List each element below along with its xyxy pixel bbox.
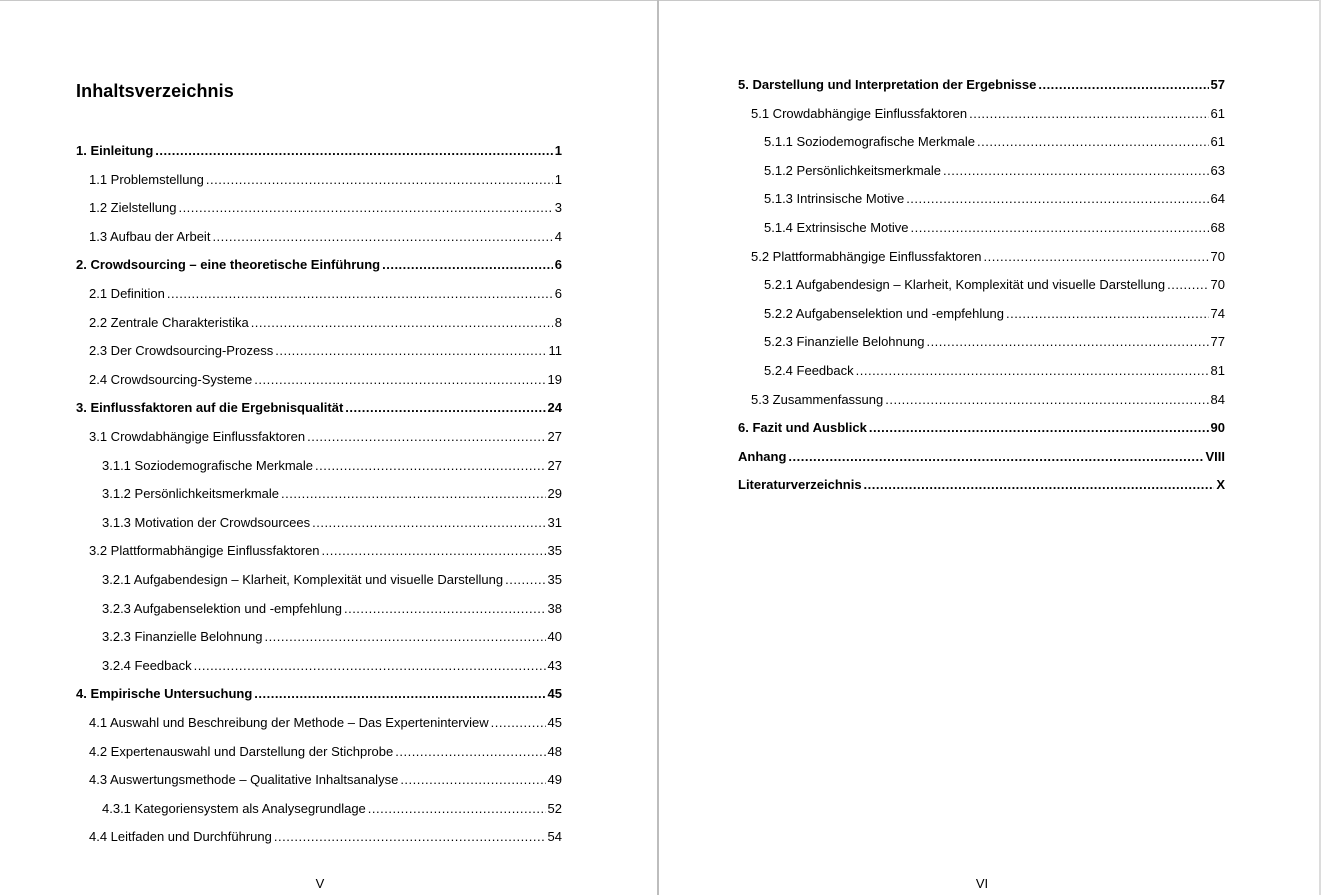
toc-dot-leader [167,284,553,304]
toc-entry-title: 5.2.4 Feedback [764,363,854,378]
toc-dot-leader [206,170,553,190]
toc-entry-title: 5.1.2 Persönlichkeitsmerkmale [764,162,942,178]
toc-dot-leader [864,475,1215,495]
toc-dot-leader [178,198,552,218]
toc-entry-page-number: 61 [1210,105,1225,121]
toc-entry[interactable] [102,456,562,476]
toc-entry-page-number: 45 [547,715,562,730]
toc-dot-leader [911,218,1209,238]
toc-dot-leader [344,599,546,619]
toc-entry-title: 5.2 Plattformabhängige Einflussfaktoren [751,248,982,264]
toc-entry-page-number: 6 [554,286,562,301]
toc-entry[interactable] [738,447,1225,467]
toc-entry-page-number: 48 [547,743,562,759]
toc-entry[interactable] [89,313,562,333]
toc-entry-page-number: 24 [547,400,562,416]
toc-entry-title: 3.1.2 Persönlichkeitsmerkmale [102,486,280,502]
toc-entry[interactable] [76,141,562,161]
toc-entry[interactable] [89,284,562,304]
toc-entry-page-number: 90 [1210,420,1225,436]
toc-entry-title: 4.2 Expertenauswahl und Darstellung der Stichprobe [89,743,394,759]
document-page-left [0,0,657,895]
toc-entry[interactable] [764,189,1225,209]
toc-entry[interactable] [764,161,1225,181]
toc-entry-page-number: 45 [547,686,562,702]
toc-dot-leader [491,713,546,733]
toc-entry[interactable] [738,418,1225,438]
toc-entry[interactable] [76,398,562,418]
toc-dot-leader [281,484,546,504]
toc-entry[interactable] [102,570,562,590]
toc-entry-page-number: 1 [554,143,562,158]
toc-entry-page-number: 64 [1210,191,1225,207]
toc-dot-leader [264,627,545,647]
toc-entry-title: 3.2.3 Aufgabenselektion und -empfehlung [102,600,342,616]
toc-entry-page-number: 49 [547,772,562,788]
toc-entry-title: 2.3 Der Crowdsourcing-Prozess [89,343,274,359]
toc-entry-title: 4.4 Leitfaden und Durchführung [89,829,272,845]
toc-dot-leader [251,313,553,333]
toc-entry-title: 3.2.4 Feedback [102,657,192,673]
toc-dot-leader [315,456,546,476]
toc-entry[interactable] [89,713,562,733]
toc-entry-title: 1.3 Aufbau der Arbeit [89,228,211,244]
toc-entry-title: 3. Einflussfaktoren auf die Ergebnisqualität [76,400,344,416]
toc-entry[interactable] [89,541,562,561]
toc-entry-page-number: 38 [547,600,562,616]
toc-entry-page-number: 40 [547,629,562,645]
toc-entry-title: 5.3 Zusammenfassung [751,391,884,407]
toc-entry-title: 5.2.1 Aufgabendesign – Klarheit, Komplexität und visuelle Darstellung [764,277,1166,293]
toc-entry-title: 1. Einleitung [76,143,154,158]
toc-entry-page-number: 4 [554,228,562,244]
toc-dot-leader [1006,304,1209,324]
toc-entry-page-number: 6 [554,257,562,273]
toc-dot-leader [505,570,545,590]
toc-entry-title: 6. Fazit und Ausblick [738,420,867,436]
toc-entry-page-number: 19 [547,371,562,387]
toc-dot-leader [274,827,546,847]
toc-entry-page-number: 35 [547,572,562,587]
toc-entry[interactable] [89,770,562,790]
toc-dot-leader [275,341,546,361]
toc-entry-page-number: 35 [547,543,562,559]
toc-entry[interactable] [89,170,562,190]
toc-entry[interactable] [764,275,1225,295]
toc-entry-title: 1.2 Zielstellung [89,200,177,216]
toc-dot-leader [395,742,545,762]
toc-entry[interactable] [751,247,1225,267]
document-page-right [659,0,1319,895]
toc-dot-leader [368,799,546,819]
toc-entry-page-number: 27 [547,429,562,444]
toc-entry[interactable] [102,627,562,647]
toc-entry[interactable] [89,742,562,762]
toc-entry-title: 2.4 Crowdsourcing-Systeme [89,371,253,387]
toc-entry-page-number: 8 [554,314,562,330]
toc-entry[interactable] [89,827,562,847]
toc-entry-page-number: 3 [554,200,562,216]
toc-entry-title: 5.2.2 Aufgabenselektion und -empfehlung [764,305,1004,321]
toc-entry-title: 4.3 Auswertungsmethode – Qualitative Inhaltsanalyse [89,772,399,788]
toc-entry-page-number: 54 [547,829,562,845]
toc-dot-leader [345,398,545,418]
toc-entry-title: 5.2.3 Finanzielle Belohnung [764,334,925,350]
toc-entry-title: 2. Crowdsourcing – eine theoretische Einführung [76,257,381,273]
toc-dot-leader [984,247,1209,267]
toc-dot-leader [155,141,552,161]
toc-entry[interactable] [76,684,562,704]
toc-entry-title: Anhang [738,448,787,464]
toc-entry-title: 3.1 Crowdabhängige Einflussfaktoren [89,429,306,444]
toc-entry-page-number: 27 [547,457,562,473]
toc-entry-page-number: 84 [1210,391,1225,407]
toc-entry-page-number: 63 [1210,162,1225,178]
toc-dot-leader [977,132,1209,152]
toc-entry-page-number: 57 [1210,77,1225,92]
toc-entry-title: 5. Darstellung und Interpretation der Ergebnisse [738,77,1037,92]
toc-entry-title: 2.2 Zentrale Charakteristika [89,314,249,330]
toc-entry[interactable] [764,361,1225,381]
toc-dot-leader [856,361,1209,381]
toc-entry-page-number: 81 [1210,363,1225,378]
toc-entry[interactable] [102,799,562,819]
toc-dot-leader [788,447,1203,467]
toc-entry-page-number: 43 [547,657,562,673]
toc-entry[interactable] [764,218,1225,238]
toc-entry-page-number: 31 [547,514,562,530]
toc-entry[interactable] [738,475,1225,495]
toc-dot-leader [885,390,1208,410]
toc-entry[interactable] [751,390,1225,410]
toc-entry[interactable] [89,370,562,390]
toc-entry[interactable] [89,227,562,247]
toc-entry-title: 5.1 Crowdabhängige Einflussfaktoren [751,105,968,121]
toc-entry[interactable] [738,75,1225,95]
toc-entry-page-number: 29 [547,486,562,502]
toc-dot-leader [254,684,545,704]
toc-entry-title: 2.1 Definition [89,286,165,301]
toc-dot-leader [382,255,553,275]
toc-dot-leader [969,104,1208,124]
page-number-left: V [315,876,325,891]
toc-dot-leader [1038,75,1208,95]
toc-entry-page-number: 52 [547,800,562,816]
toc-dot-leader [312,513,545,533]
toc-dot-leader [926,332,1208,352]
toc-entry[interactable] [76,255,562,275]
toc-dot-leader [194,656,546,676]
toc-entry-page-number: 68 [1210,220,1225,235]
toc-heading: Inhaltsverzeichnis [76,81,234,101]
toc-dot-leader [400,770,545,790]
toc-entry-title: 3.1.1 Soziodemografische Merkmale [102,457,313,473]
toc-dot-leader [307,427,545,447]
toc-entry[interactable] [89,427,562,447]
toc-dot-leader [322,541,546,561]
toc-entry[interactable] [764,132,1225,152]
toc-entry-page-number: 74 [1210,305,1225,321]
toc-entry[interactable] [764,304,1225,324]
toc-entry-title: 5.1.4 Extrinsische Motive [764,220,909,235]
toc-entry-page-number: 77 [1210,334,1225,350]
toc-entry-title: 5.1.3 Intrinsische Motive [764,191,905,207]
toc-dot-leader [906,189,1208,209]
toc-entry-title: Literaturverzeichnis [738,477,862,493]
toc-dot-leader [1167,275,1208,295]
toc-entry-title: 4.1 Auswahl und Beschreibung der Methode – Das Experteninterview [89,715,489,730]
toc-entry-title: 5.1.1 Soziodemografische Merkmale [764,134,975,150]
toc-entry[interactable] [764,332,1225,352]
toc-entry-page-number: 61 [1210,134,1225,150]
toc-entry-title: 4. Empirische Untersuchung [76,686,253,702]
toc-dot-leader [869,418,1209,438]
toc-entry-title: 1.1 Problemstellung [89,171,204,187]
toc-entry-title: 3.2.3 Finanzielle Belohnung [102,629,263,645]
toc-entry[interactable] [102,599,562,619]
toc-entry[interactable] [102,656,562,676]
toc-entry[interactable] [89,341,562,361]
toc-entry-title: 4.3.1 Kategoriensystem als Analysegrundlage [102,800,366,816]
toc-dot-leader [212,227,552,247]
toc-entry-title: 3.2.1 Aufgabendesign – Klarheit, Komplexität und visuelle Darstellung [102,572,504,587]
toc-entry-title: 3.1.3 Motivation der Crowdsourcees [102,514,311,530]
toc-dot-leader [943,161,1209,181]
toc-entry-page-number: VIII [1205,448,1225,464]
page-number-right: VI [975,876,989,891]
toc-entry[interactable] [751,104,1225,124]
toc-entry-title: 3.2 Plattformabhängige Einflussfaktoren [89,543,320,559]
toc-entry-page-number: 70 [1210,248,1225,264]
toc-entry[interactable] [89,198,562,218]
toc-dot-leader [254,370,545,390]
toc-entry[interactable] [102,484,562,504]
toc-entry-page-number: X [1216,477,1225,493]
toc-entry-page-number: 1 [554,171,562,187]
toc-entry[interactable] [102,513,562,533]
toc-entry-page-number: 70 [1210,277,1225,293]
toc-entry-page-number: 11 [548,343,562,359]
